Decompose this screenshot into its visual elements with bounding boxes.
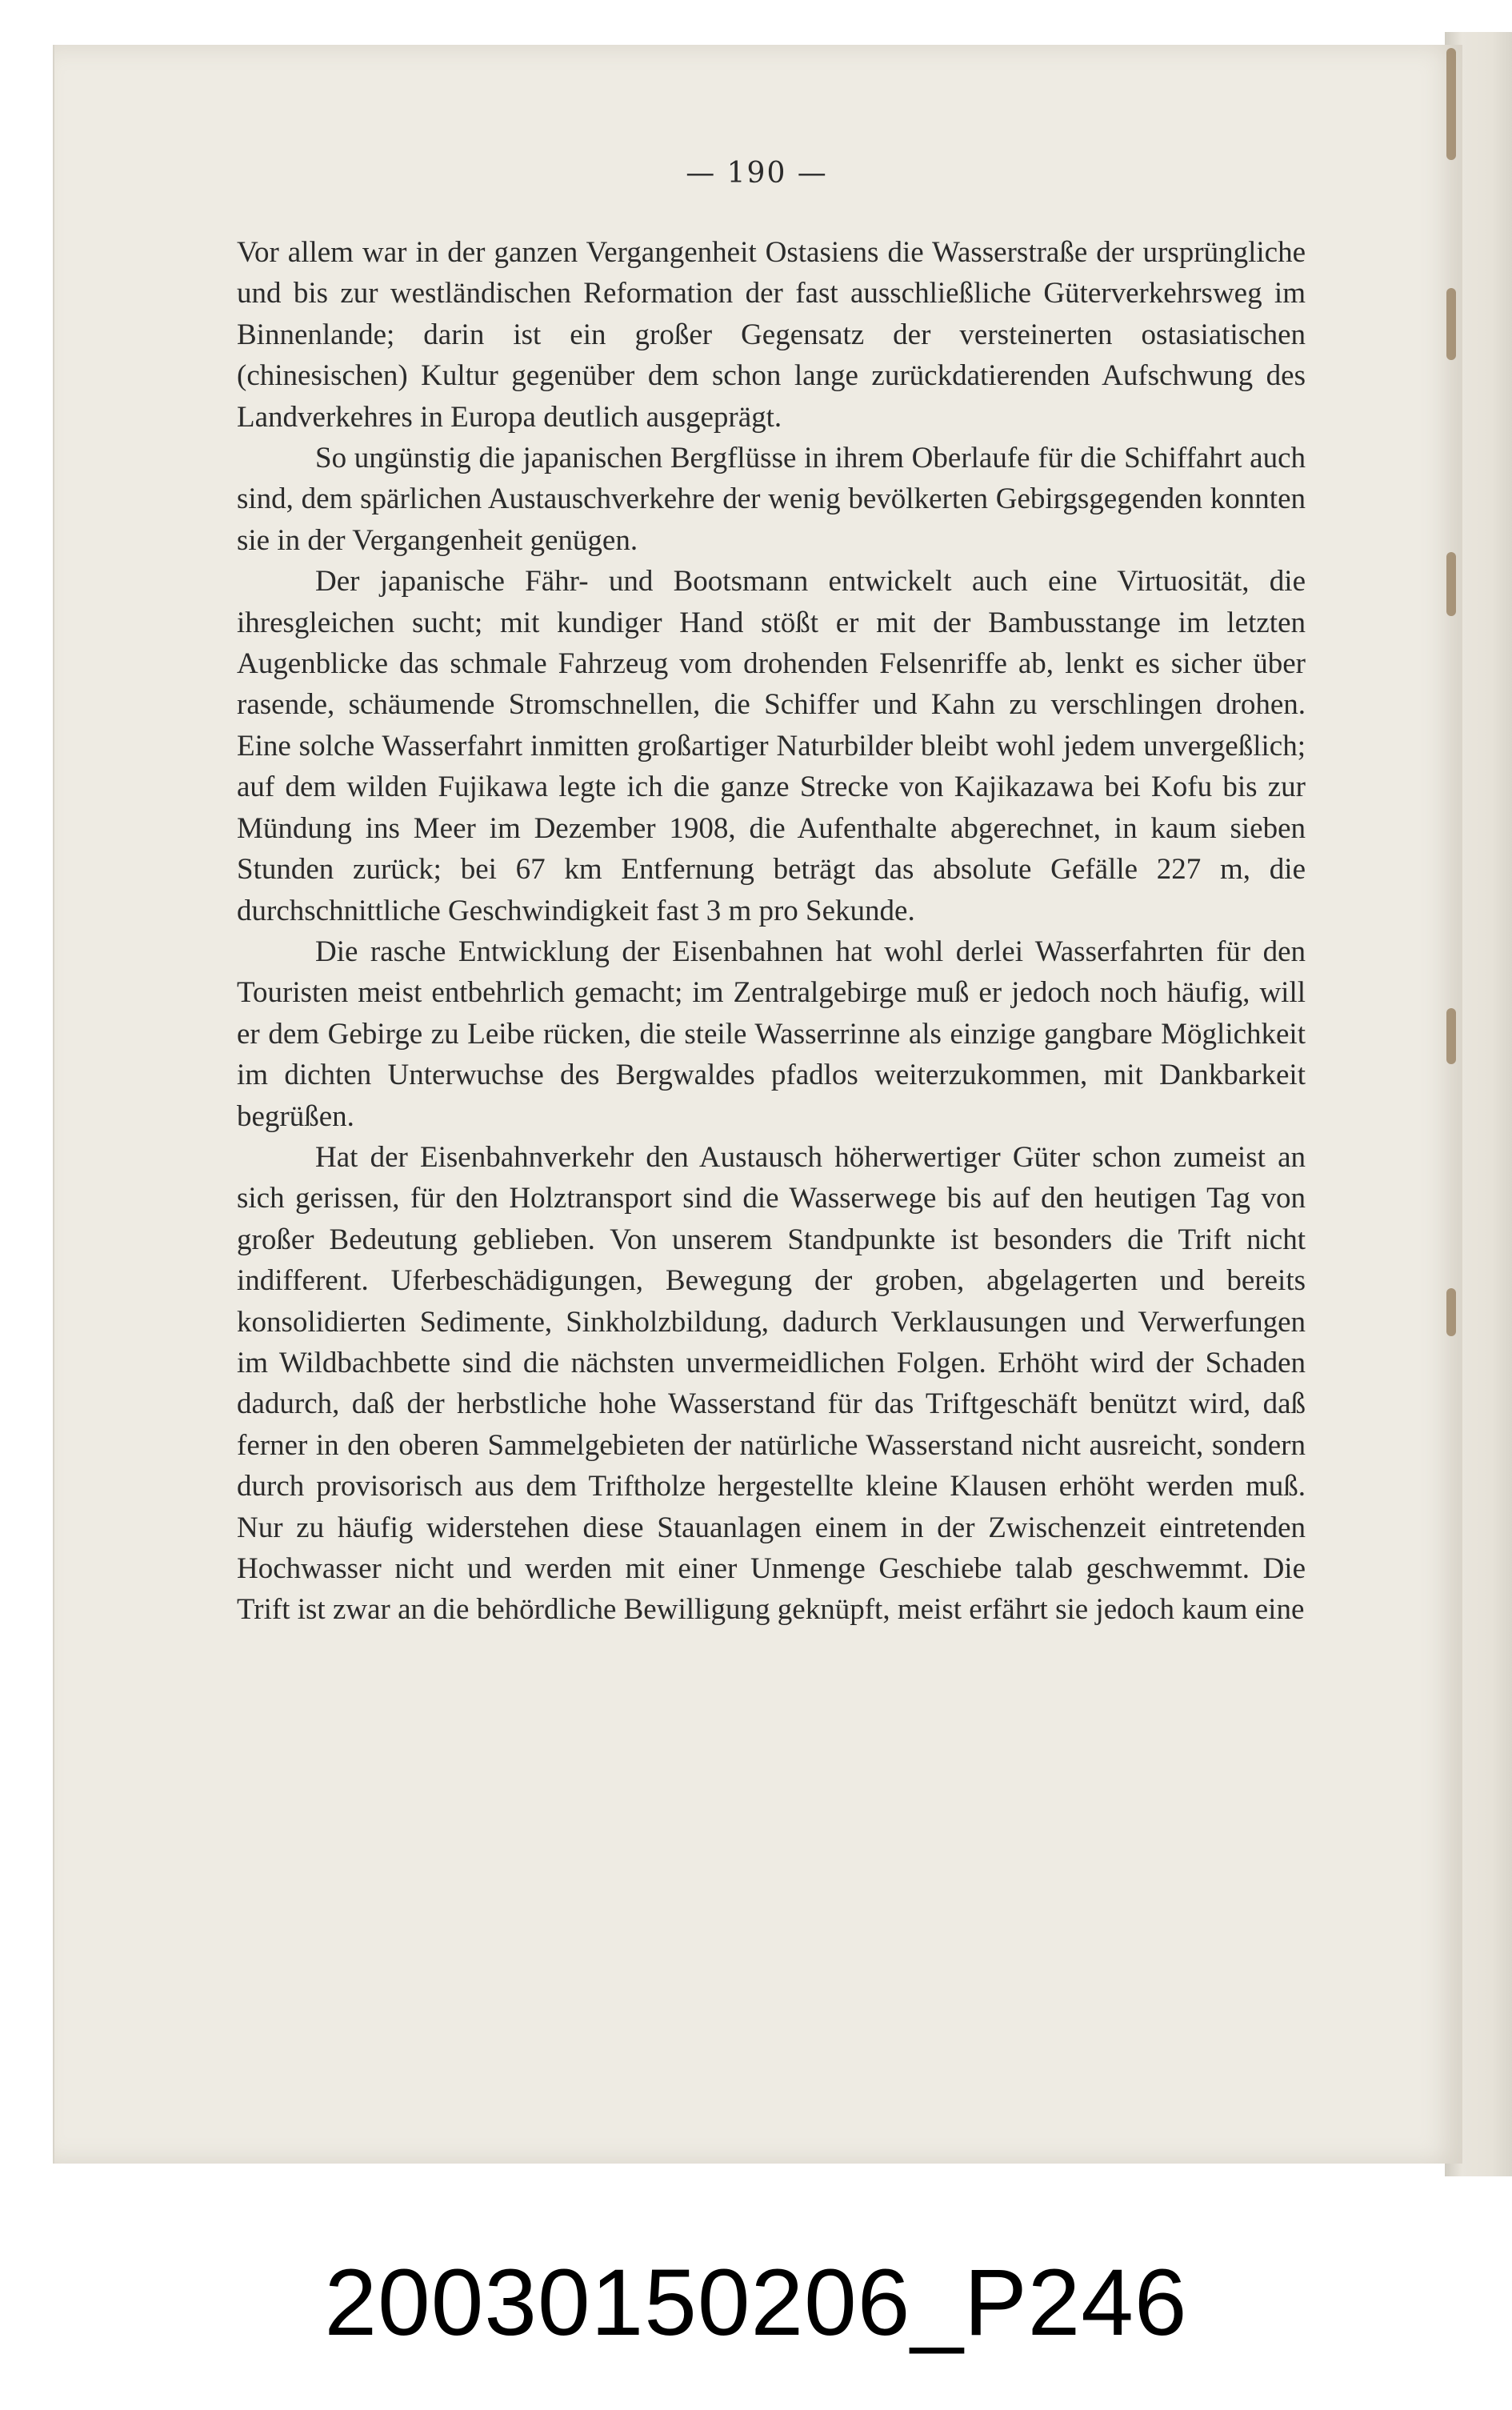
page-stain — [1446, 1288, 1456, 1336]
archive-identifier: 20030150206_P246 — [324, 2250, 1188, 2356]
page-stain — [1446, 552, 1456, 616]
paragraph: So ungünstig die japanischen Bergflüsse in ihrem Oberlaufe für die Schiffahrt auch sind, dem spärlichen Austauschverkehre der wenig bevölkerten Gebirgsgegenden konnten sie in der Vergangenheit genügen. — [237, 442, 1306, 557]
page-number: — 190 — — [686, 157, 828, 190]
paragraph: Hat der Eisenbahnverkehr den Austausch höherwertiger Güter schon zumeist an sich gerissen, für den Holztransport sind die Wasserwege bis auf den heutigen Tag von großer Bedeutung geblieben. Von unserem Standpunkte ist besonders die Trift nicht indifferent. Uferbeschädigungen, Bewegung der groben, abgelagerten und bereits konsolidierten Sedimente, Sinkholzbildung, dadurch Verklausungen und Verwerfungen im Wildbachbette sind die nächsten unvermeidlichen Folgen. Erhöht wird der Schaden dadurch, daß der herbstliche hohe Wasserstand für das Triftgeschäft benützt wird, daß ferner in den oberen Sammelgebieten der natürliche Wasserstand nicht ausreicht, sondern durch provisorisch aus dem Triftholze hergestellte kleine Klausen erhöht werden muß. Nur zu häufig widerstehen diese Stauanlagen einem in der Zwischenzeit eintretenden Hochwasser nicht und werden mit einer Unmenge Geschiebe talab geschwemmt. Die Trift ist zwar an die behördliche Bewilligung geknüpft, meist erfährt sie jedoch kaum eine — [237, 1140, 1306, 1627]
paragraph: Der japanische Fähr- und Bootsmann entwickelt auch eine Virtuosität, die ihresgleichen sucht; mit kundiger Hand stößt er mit der Bambusstange im letzten Augenblicke das schmale Fahrzeug vom drohenden Felsenriffe ab, lenkt es sicher über rasende, schäumende Stromschnellen, die Schiffer und Kahn zu verschlingen drohen. Eine solche Wasserfahrt inmitten großartiger Naturbilder bleibt wohl jedem unvergeßlich; auf dem wilden Fujikawa legte ich die ganze Strecke von Kajikazawa bei Kofu bis zur Mündung ins Meer im Dezember 1908, die Aufenthalte abgerechnet, in kaum sieben Stunden zurück; bei 67 km Entfernung beträgt das absolute Gefälle 227 m, die durchschnittliche Geschwindigkeit fast 3 m pro Sekunde. — [237, 565, 1306, 927]
page-stain — [1446, 48, 1456, 160]
paragraph: Die rasche Entwicklung der Eisenbahnen hat wohl derlei Wasserfahrten für den Touristen meist entbehrlich gemacht; im Zentralgebirge muß er jedoch noch häufig, will er dem Gebirge zu Leibe rücken, die steile Wasserrinne als einzige gangbare Möglichkeit im dichten Unterwuchse des Bergwaldes pfadlos weiterzukommen, mit Dankbarkeit begrüßen. — [237, 935, 1306, 1133]
page-stain — [1446, 288, 1456, 360]
body-text — [237, 232, 1306, 1631]
page-stain — [1446, 1008, 1456, 1064]
paragraph: Vor allem war in der ganzen Vergangenheit Ostasiens die Wasserstraße der ursprüngliche und bis zur westländischen Reformation der fast ausschließliche Güterverkehrsweg im Binnenlande; darin ist ein großer Gegensatz der versteinerten ostasiatischen (chinesischen) Kultur gegenüber dem schon lange zurückdatierenden Aufschwung des Landverkehres in Europa deutlich ausgeprägt. — [237, 236, 1306, 434]
